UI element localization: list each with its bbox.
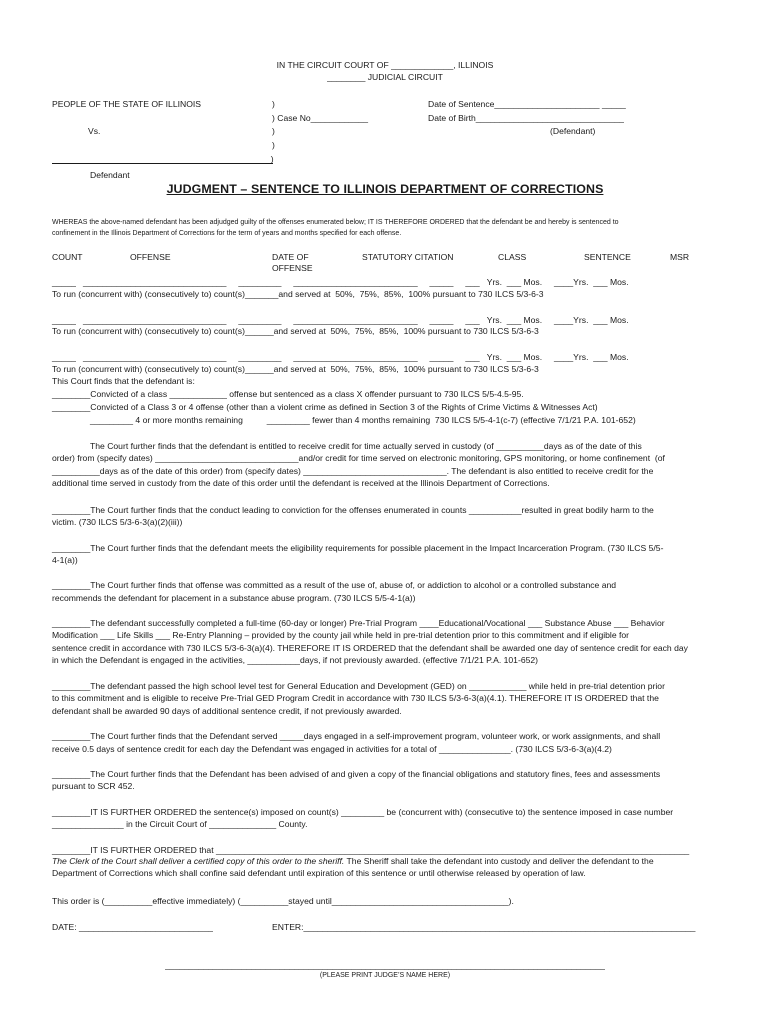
pretrial-program-finding[interactable]: ________The defendant successfully completed a full-time (60-day or longer) Pre-Trial Program ____Educational/Vocational ___ Substance Abuse ___ Behavior [52,618,665,628]
financial-obligations-line: pursuant to SCR 452. [52,781,135,791]
defendant-name-line[interactable] [52,163,273,164]
defendant-paren-label: (Defendant) [550,126,596,136]
self-improvement-line: receive 0.5 days of sentence credit for each day the Defendant was engaged in activities for a total of _______________. (730 ILCS 5/3-6-3(a)(4.2) [52,744,612,754]
vs-label: Vs. [88,126,101,136]
caption-paren: ) [272,99,275,109]
date-field[interactable]: DATE: ____________________________ [52,922,213,932]
people-of-state: PEOPLE OF THE STATE OF ILLINOIS [52,99,201,109]
col-offense: OFFENSE [130,252,171,262]
bodily-harm-finding[interactable]: ________The Court further finds that the conduct leading to conviction for the offenses enumerated in counts ___________resulted in great bodily harm to the [52,505,654,515]
col-sentence: SENTENCE [584,252,631,262]
col-msr: MSR [670,252,690,262]
finding-class-3-4[interactable]: ________Convicted of a Class 3 or 4 offense (other than a violent crime as defined in Section 3 of the Rights of Crime Victims & Witnesses Act) [52,402,598,412]
col-count: COUNT [52,252,83,262]
sheriff-text: The Sheriff shall take the defendant into custody and deliver the defendant to the [344,856,654,866]
count-row-fields[interactable]: _____ ______________________________ _________ __________________________ _____ ___ Yrs. ___ Mos. ____Yrs. ___ Mos. [52,315,629,325]
order-effective-field[interactable]: This order is (__________effective immediately) (__________stayed until_____________________________________). [52,896,514,906]
caption-paren: _) [266,154,274,164]
page-title: JUDGMENT – SENTENCE TO ILLINOIS DEPARTMENT OF CORRECTIONS [166,182,604,196]
col-date-of-offense: OFFENSE [272,263,313,273]
caption-paren: ) [272,140,275,150]
clerk-delivery-line-2: Department of Corrections which shall confine said defendant until expiration of this sentence or until otherwise released by operation of law. [52,868,586,878]
self-improvement-finding[interactable]: ________The Court further finds that the Defendant served _____days engaged in a self-improvement program, volunteer work, or work assignments, and shall [52,731,661,741]
clerk-italic-text: The Clerk of the Court shall deliver a certified copy of this order to the sheriff. [52,856,345,866]
further-ordered-sentence[interactable]: ________IT IS FURTHER ORDERED the sentence(s) imposed on count(s) _________ be (concurrent with) (consecutive to) the sentence imposed in case number [52,807,674,817]
credit-para-line: order) from (specify dates) ______________________________and/or credit for time served on electronic monitoring, GPS monitoring, or home confinement (of [52,453,665,463]
count-row-run: To run (concurrent with) (consecutively to) count(s)______and served at 50%, 75%, 85%, 100% pursuant to 730 ILCS 5/3-6-3 [52,326,539,336]
judicial-circuit: ________ JUDICIAL CIRCUIT [327,72,443,82]
enter-signature-field[interactable]: ENTER:__________________________________________________________________________________ [272,922,696,932]
impact-incarceration-citation: 4-1(a)) [52,555,78,565]
credit-para-line: __________days as of the date of this order) from (specify dates) ______________________________. The defendant is also entitled to receive credit for the [52,466,654,476]
substance-abuse-finding[interactable]: ________The Court further finds that offense was committed as a result of the use of, abuse of, or addiction to alcohol or a controlled substance and [52,580,617,590]
financial-obligations-finding[interactable]: ________The Court further finds that the Defendant has been advised of and given a copy of the financial obligations and statutory fines, fees and assessments [52,769,661,779]
count-row-fields[interactable]: _____ ______________________________ _________ __________________________ _____ ___ Yrs. ___ Mos. ____Yrs. ___ Mos. [52,277,629,287]
defendant-label: Defendant [90,170,130,180]
finding-months-remaining[interactable]: _________ 4 or more months remaining _________ fewer than 4 months remaining 730 ILCS 5/5-4-1(c-7) (effective 7/1/21 P.A. 101-652) [90,415,636,425]
pretrial-program-line: in which the Defendant is engaged in the activities, ___________days, if not previously awarded. (effective 7/1/21 P.A. 101-652) [52,655,539,665]
ged-line: defendant shall be awarded 90 days of additional sentence credit, if not previously awarded. [52,706,402,716]
bodily-harm-citation: victim. (730 ILCS 5/3-6-3(a)(2)(iii)) [52,517,183,527]
case-number-field[interactable]: ) Case No____________ [272,113,369,123]
col-class: CLASS [498,252,527,262]
findings-intro: This Court finds that the defendant is: [52,376,195,386]
clerk-delivery-line [52,856,654,867]
ged-finding[interactable]: ________The defendant passed the high school level test for General Education and Development (GED) on ____________ while held in pre-trial detention prior [52,681,665,691]
date-of-sentence-field[interactable]: Date of Sentence______________________ _____ [428,99,626,109]
col-statutory-citation: STATUTORY CITATION [362,252,454,262]
count-row-fields[interactable]: _____ ______________________________ _________ __________________________ _____ ___ Yrs. ___ Mos. ____Yrs. ___ Mos. [52,352,629,362]
caption-paren: ) [272,126,275,136]
ged-line: to this commitment and is eligible to receive Pre-Trial GED Program Credit in accordance with 730 ILCS 5/3-6-3(a)(4.1). THEREFORE IT IS ORDERED that the [52,693,659,703]
pretrial-program-line: sentence credit in accordance with 730 ILCS 5/3-6-3(a)(4). THEREFORE IT IS ORDERED that the defendant shall be awarded one day of sentence credit for each day [52,643,688,653]
impact-incarceration-finding[interactable]: ________The Court further finds that the defendant meets the eligibility requirements for possible placement in the Impact Incarceration Program. (730 ILCS 5/5- [52,543,664,553]
count-row-run: To run (concurrent with) (consecutively to) count(s)_______and served at 50%, 75%, 85%, 100% pursuant to 730 ILCS 5/3-6-3 [52,289,544,299]
court-heading: IN THE CIRCUIT COURT OF _____________, ILLINOIS [276,60,494,70]
substance-abuse-citation: recommends the defendant for placement in a substance abuse program. (730 ILCS 5/5-4-1(a)) [52,593,416,603]
credit-para-line: additional time served in custody from the date of this order until the defendant is received at the Illinois Department of Corrections. [52,478,550,488]
finding-class-x[interactable]: ________Convicted of a class ____________ offense but sentenced as a class X offender pursuant to 730 ILCS 5/5-4.5-95. [52,389,524,399]
col-date-of-offense: DATE OF [272,252,309,262]
date-of-birth-field[interactable]: Date of Birth_______________________________ [428,113,624,123]
count-row-run: To run (concurrent with) (consecutively to) count(s)______and served at 50%, 75%, 85%, 100% pursuant to 730 ILCS 5/3-6-3 [52,364,539,374]
further-ordered-case[interactable]: _______________ in the Circuit Court of ______________ County. [52,819,308,829]
pretrial-program-line: Modification ___ Life Skills ___ Re-Entry Planning – provided by the county jail while held in pre-trial detention prior to this commitment and if eligible for [52,630,630,640]
credit-para-line: The Court further finds that the defendant is entitled to receive credit for time actually served in custody (of __________days as of the date of this [90,441,642,451]
whereas-line: WHEREAS the above-named defendant has been adjudged guilty of the offenses enumerated below; IT IS THEREFORE ORDERED that the defendant be and hereby is sentenced to [52,219,619,226]
judge-name-line[interactable]: ____________________________________________________________________________________________ [165,960,605,970]
whereas-line: confinement in the Illinois Department of Corrections for the term of years and months specified for each offense. [52,230,402,237]
further-ordered-that[interactable]: ________IT IS FURTHER ORDERED that ___________________________________________________________________________________________________ [52,845,690,855]
judge-name-label: (PLEASE PRINT JUDGE’S NAME HERE) [319,972,451,979]
